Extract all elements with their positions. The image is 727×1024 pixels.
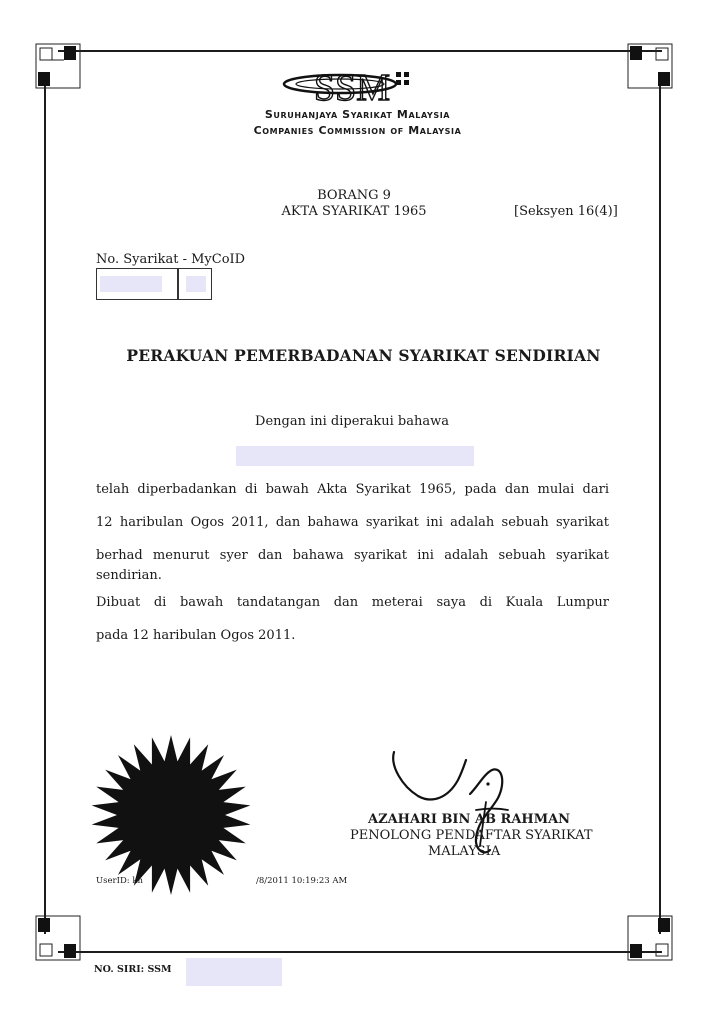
frame-bottom-border bbox=[58, 951, 662, 953]
corner-ornament-bottom-left bbox=[34, 914, 82, 962]
frame-top-border bbox=[58, 50, 662, 52]
company-id-label: No. Syarikat - MyCoID bbox=[96, 252, 246, 267]
body-line: telah diperbadankan di bawah Akta Syarikat 1965, pada dan mulai dari bbox=[96, 482, 609, 497]
official-seal bbox=[88, 732, 254, 898]
certificate-intro: Dengan ini diperakui bahawa bbox=[255, 414, 449, 429]
user-id-label: UserID: bbox=[96, 876, 133, 886]
print-date: /8/2011 10:19:23 AM bbox=[256, 876, 348, 886]
org-name-malay: Suruhanjaya Syarikat Malaysia bbox=[264, 108, 451, 121]
act-title: AKTA SYARIKAT 1965 bbox=[281, 204, 427, 219]
company-id-redaction bbox=[100, 276, 162, 292]
signing-statement bbox=[96, 593, 609, 659]
ssm-logo-graphic bbox=[280, 62, 440, 108]
ssm-logo-text: SSM bbox=[314, 67, 391, 108]
frame-right-border bbox=[659, 74, 661, 934]
body-line: berhad menurut syer dan bahawa syarikat ini adalah sebuah syarikat sendirian. bbox=[96, 548, 609, 583]
user-metadata bbox=[96, 876, 348, 886]
serial-number-redaction bbox=[186, 958, 282, 986]
corner-ornament-top-right bbox=[626, 42, 674, 90]
corner-ornament-top-left bbox=[34, 42, 82, 90]
company-name-redaction bbox=[236, 446, 474, 466]
serial-number-label: NO. SIRI: SSM bbox=[94, 964, 172, 975]
signatory-title-country: MALAYSIA bbox=[428, 844, 501, 859]
company-id-check-redaction bbox=[186, 276, 206, 292]
body-line: 12 haribulan Ogos 2011, dan bahawa syarikat ini adalah sebuah syarikat bbox=[96, 515, 609, 530]
certificate-body bbox=[96, 480, 609, 583]
ssm-logo bbox=[280, 62, 440, 108]
sign-line: pada 12 haribulan Ogos 2011. bbox=[96, 628, 296, 643]
frame-left-border bbox=[44, 74, 46, 934]
signatory-name: AZAHARI BIN AB RAHMAN bbox=[368, 812, 571, 827]
user-id-value: kh bbox=[132, 876, 143, 886]
corner-ornament-bottom-right bbox=[626, 914, 674, 962]
certificate-heading: PERAKUAN PEMERBADANAN SYARIKAT SENDIRIAN bbox=[126, 346, 601, 365]
section-reference: [Seksyen 16(4)] bbox=[514, 204, 618, 219]
sign-line: Dibuat di bawah tandatangan dan meterai saya di Kuala Lumpur bbox=[96, 595, 609, 610]
form-number: BORANG 9 bbox=[317, 188, 391, 203]
org-name-english: Companies Commission of Malaysia bbox=[253, 124, 462, 137]
signatory-title: PENOLONG PENDAFTAR SYARIKAT bbox=[350, 828, 593, 843]
